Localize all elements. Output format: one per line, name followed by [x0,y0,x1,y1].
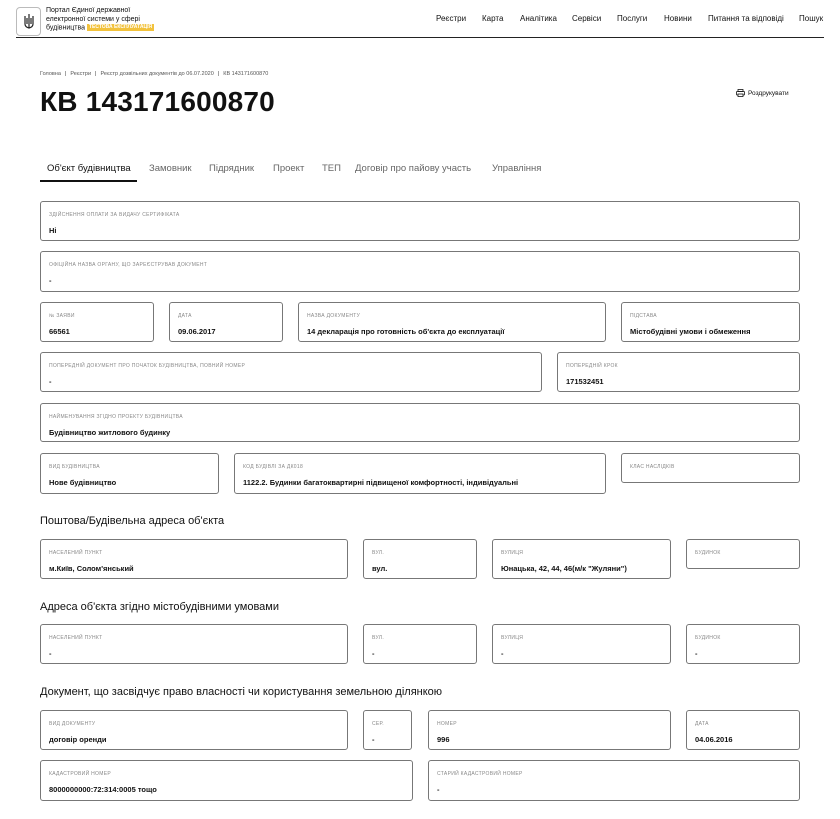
active-tab-indicator [40,180,137,182]
field-label: ПІДСТАВА [630,313,657,319]
field-value: м.Київ, Солом'янський [49,564,134,573]
nav-faq[interactable]: Питання та відповіді [708,14,784,23]
land-document-heading: Документ, що засвідчує право власності чи користування земельною ділянкою [40,686,443,698]
field-value: Нове будівництво [49,478,117,487]
nav-public-services[interactable]: Послуги [617,14,648,23]
field-label: ВИД БУДІВНИЦТВА [49,464,100,470]
field-value: - [49,276,52,285]
nav-map[interactable]: Карта [482,14,504,23]
field-label: НАСЕЛЕНИЙ ПУНКТ [49,550,103,556]
field-label: НАЙМЕНУВАННЯ ЗГІДНО ПРОЕКТУ БУДІВНИЦТВА [49,414,183,420]
tab-project[interactable]: Проект [273,163,305,174]
field-value: 66561 [49,327,70,336]
field-label: ПОПЕРЕДНІЙ ДОКУМЕНТ ПРО ПОЧАТОК БУДІВНИЦТВА, ПОВНИЙ НОМЕР [49,363,246,369]
field-label: ДАТА [178,313,192,319]
urban-address-heading: Адреса об'єкта згідно містобудівними умовами [40,601,280,613]
field-label: НАСЕЛЕНИЙ ПУНКТ [49,635,103,641]
field-value: 171532451 [566,377,604,386]
field-label: ВУЛИЦЯ [501,635,524,641]
date-field [169,302,283,342]
postal-house-field [686,539,800,569]
site-header [16,6,824,38]
application-number-field [40,302,154,342]
field-label: ДАТА [695,721,709,727]
field-value: - [437,785,440,794]
field-label: ВУЛИЦЯ [501,550,524,556]
field-value: - [501,649,504,658]
print-button[interactable] [736,89,789,97]
field-value: - [372,649,375,658]
land-number-field [428,710,671,750]
field-label: БУДИНОК [695,550,721,556]
field-label: ВИД ДОКУМЕНТУ [49,721,96,727]
portal-name-line2: електронної системи у сфері [46,15,140,23]
land-doc-type-field [40,710,348,750]
urban-settlement-field [40,624,348,664]
field-value: 04.06.2016 [695,735,733,744]
field-label: КЛАС НАСЛІДКІВ [630,464,675,470]
field-label: ОФІЦІЙНА НАЗВА ОРГАНУ, ЩО ЗАРЕЄСТРУВАВ ДОКУМЕНТ [49,262,208,268]
organ-field [40,251,800,292]
tab-management[interactable]: Управління [492,163,542,174]
breadcrumb-current: КВ 143171600870 [223,71,269,77]
field-value: Ні [49,226,57,235]
tab-contractor[interactable]: Підрядник [209,163,255,174]
old-cadastral-number-field [428,760,800,801]
payment-field [40,201,800,241]
breadcrumb-home[interactable]: Головна [40,71,61,77]
field-label: ВУЛ. [372,635,385,641]
field-value: 14 декларація про готовність об'єкта до експлуатації [307,327,505,336]
nav-registries[interactable]: Реєстри [436,14,467,23]
field-label: ВУЛ. [372,550,385,556]
field-label: ПОПЕРЕДНІЙ КРОК [566,363,618,369]
field-label: СЕР. [372,721,384,727]
field-value: Юнацька, 42, 44, 46(м/к "Жуляни") [501,564,627,573]
field-value: Будівництво житлового будинку [49,428,171,437]
postal-street-field [492,539,671,579]
previous-step-field [557,352,800,392]
previous-document-field [40,352,542,392]
urban-street-type-field [363,624,477,664]
field-value: Містобудівні умови і обмеження [630,327,751,336]
field-value: 8000000000:72:314:0005 тощо [49,785,157,794]
field-label: КАДАСТРОВИЙ НОМЕР [49,771,111,777]
cadastral-number-field [40,760,413,801]
basis-field [621,302,800,342]
document-name-field [298,302,606,342]
field-label: НОМЕР [437,721,457,727]
tab-customer[interactable]: Замовник [149,163,192,174]
trident-icon [23,13,35,31]
building-code-field [234,453,606,494]
field-value: 1122.2. Будинки багатоквартирні підвищеної комфортності, індивідуальні [243,478,519,487]
printer-icon [736,89,745,97]
field-value: 996 [437,735,450,744]
nav-services[interactable]: Сервіси [572,14,602,23]
field-value: - [372,735,375,744]
coat-of-arms-logo[interactable] [16,7,41,36]
breadcrumb: Головна | Реєстри | Реєстр дозвільних документів до 06.07.2020 | КВ 143171600870 [40,71,269,77]
tab-object[interactable]: Об'єкт будівництва [47,163,131,174]
beta-badge: ТЕСТОВА ЕКСПЛУАТАЦІЯ [88,24,153,30]
field-value: - [49,649,52,658]
tab-tep[interactable]: ТЕП [322,163,341,174]
field-label: СТАРИЙ КАДАСТРОВИЙ НОМЕР [437,771,523,777]
postal-settlement-field [40,539,348,579]
print-label: Роздрукувати [748,89,789,97]
nav-analytics[interactable]: Аналітика [520,14,557,23]
breadcrumb-permit-registry[interactable]: Реєстр дозвільних документів до 06.07.2020 [100,71,214,77]
field-label: ЗДІЙСНЕННЯ ОПЛАТИ ЗА ВИДАЧУ СЕРТИФІКАТА [49,212,180,218]
field-value: 09.06.2017 [178,327,216,336]
field-value: - [695,649,698,658]
tab-share-agreement[interactable]: Договір про пайову участь [355,163,472,174]
portal-name-line3: будівництва [46,24,86,32]
field-value: договір оренди [49,735,107,744]
field-label: БУДИНОК [695,635,721,641]
consequence-class-field [621,453,800,483]
field-label: № ЗАЯВИ [49,313,75,319]
land-date-field [686,710,800,750]
portal-name[interactable] [46,7,176,33]
nav-news[interactable]: Новини [664,14,692,23]
field-label: КОД БУДІВЛІ ЗА ДК018 [243,464,304,470]
urban-house-field [686,624,800,664]
postal-street-type-field [363,539,477,579]
field-value: вул. [372,564,388,573]
field-label: НАЗВА ДОКУМЕНТУ [307,313,361,319]
project-name-field [40,403,800,442]
portal-name-line1: Портал Єдиної державної [46,7,131,14]
nav-search[interactable]: Пошук [799,14,824,23]
postal-address-heading: Поштова/Будівельна адреса об'єкта [40,515,225,527]
field-value: - [49,377,52,386]
land-series-field [363,710,412,750]
breadcrumb-registries[interactable]: Реєстри [70,71,92,77]
urban-street-field [492,624,671,664]
page-title: КВ 143171600870 [40,86,275,117]
construction-type-field [40,453,219,494]
